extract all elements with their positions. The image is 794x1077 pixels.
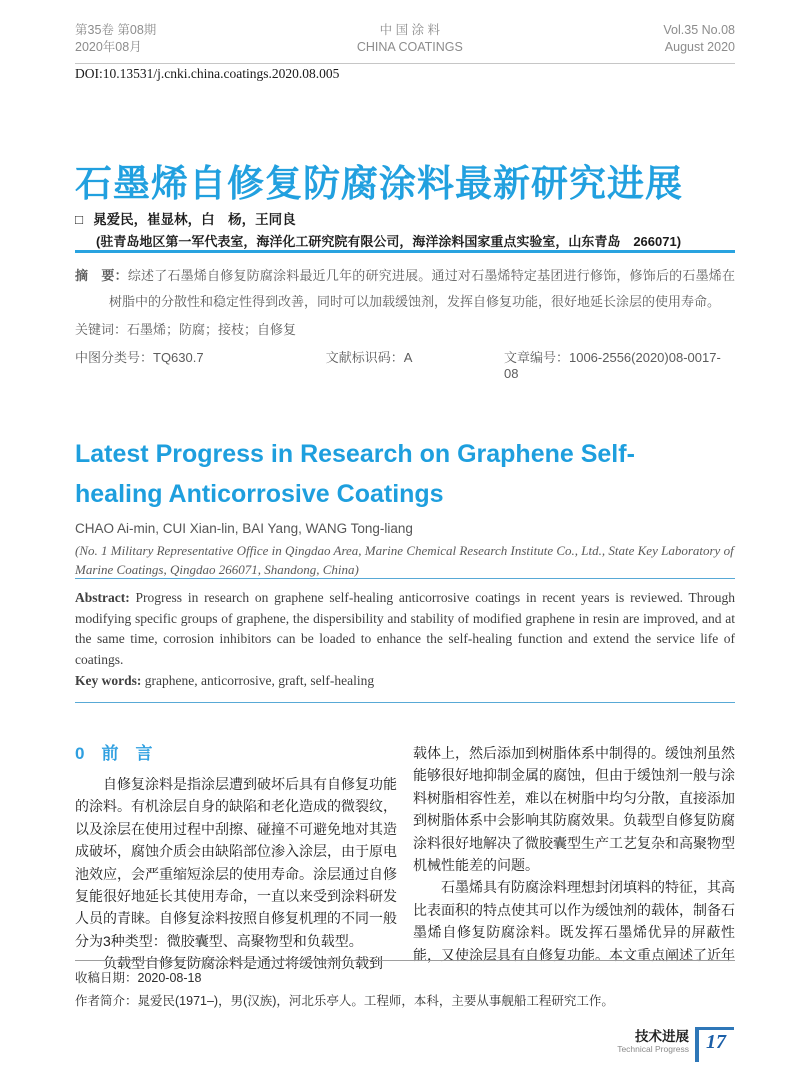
paragraph: 载体上，然后添加到树脂体系中制得的。缓蚀剂虽然能够很好地抑制金属的腐蚀，但由于缓蚀剂一般与涂料树脂相容性差，难以在树脂中均匀分散，直接添加到树脂体系中会影响其防腐效果。负载型自修复防腐涂料很好地解决了微胶囊型生产工艺复杂和高聚物型机械性能差的问题。 [413,745,735,874]
keywords-label-cn: 关键词： [75,322,128,337]
introduction-section [75,742,735,975]
journal-header [75,22,735,64]
keywords-en [75,671,735,692]
authors-en: CHAO Ai-min, CUI Xian-lin, BAI Yang, WANG Tong-liang [75,521,413,536]
received-date: 收稿日期：2020-08-18 [75,971,202,985]
doi: DOI:10.13531/j.cnki.china.coatings.2020.08.005 [75,66,340,81]
page-footer-badge [617,1027,734,1062]
author-marker-icon: □ [75,212,84,227]
keywords-text-cn: 石墨烯；防腐；接枝；自修复 [127,322,297,337]
abstract-text-cn: 综述了石墨烯自修复防腐涂料最近几年的研究进展。通过对石墨烯特定基团进行修饰，修饰后的石墨烯在树脂中的分散性和稳定性得到改善，同时可以加载缓蚀剂，发挥自修复功能，很好地延长涂层的使用寿命。 [109,268,735,309]
paragraph: 负载型自修复防腐涂料是通过将缓蚀剂负载到 [103,955,383,972]
abstract-en [75,588,735,670]
classification-row [75,347,735,381]
abstract-block-en [75,578,735,703]
column-title-en: Technical Progress [617,1044,689,1054]
article-title-cn: 石墨烯自修复防腐涂料最新研究进展 [75,163,683,204]
affiliation-cn: (驻青岛地区第一军代表室，海洋化工研究院有限公司，海洋涂料国家重点实验室，山东青岛 266071) [96,234,682,249]
journal-name-en: CHINA COATINGS [356,40,463,54]
document-code: 文献标识码：A [325,350,413,365]
date-en: August 2020 [664,40,735,54]
journal-name-cn: 中 国 涂 料 [379,23,441,37]
affiliation-en: (No. 1 Military Representative Office in Qingdao Area, Marine Chemical Research Institute Co., Ltd., State Key Laboratory of Marine Coatings, Qingdao 266071, Shandong, China) [75,543,734,577]
clc-number: 中图分类号：TQ630.7 [75,350,204,365]
date-cn: 2020年08月 [75,40,142,54]
footnote-block [75,960,735,1013]
authors-cn-names: 晁爱民，崔显林，白 杨，王同良 [93,212,296,227]
column-right [413,742,735,975]
authors-cn [75,208,735,228]
keywords-text-en: graphene, anticorrosive, graft, self-healing [144,673,375,688]
article-title-en: Latest Progress in Research on Graphene Self-healing Anticorrosive Coatings [75,440,635,508]
paragraph: 石墨烯具有防腐涂料理想封闭填料的特征，其高比表面积的特点使其可以作为缓蚀剂的载体，制备石墨烯自修复防腐涂料。既发挥石墨烯优异的屏蔽性能，又使涂层具有自修复功能。本文重点阐述了近年 [413,879,735,963]
header-issue-info-en [663,22,735,56]
keywords-cn [75,319,735,338]
abstract-label-en: Abstract: [75,590,130,605]
abstract-cn [75,263,735,315]
article-id: 文章编号：1006-2556(2020)08-0017-08 [503,350,721,381]
column-title [617,1027,689,1054]
journal-name [357,22,463,56]
volume-issue-en: Vol.35 No.08 [663,23,735,37]
abstract-text-en: Progress in research on graphene self-healing anticorrosive coatings in recent years is reviewed. Through modifying specific groups of graphene, the dispersibility and stability of modified graphene in resin are improved, and at the same time, corrosion inhibitors can be loaded to enhance the self-healing function and extend the service life of coatings. [75,590,735,667]
header-issue-info [75,22,156,56]
section-heading: 0 前 言 [75,744,153,763]
volume-issue-cn: 第35卷 第08期 [75,23,157,37]
page-number: 17 [695,1027,734,1062]
divider-rule-thick [75,250,735,253]
abstract-label-cn: 摘 要： [75,268,128,283]
column-title-cn: 技术进展 [635,1029,689,1044]
keywords-label-en: Key words: [75,673,142,688]
paragraph: 自修复涂料是指涂层遭到破坏后具有自修复功能的涂料。有机涂层自身的缺陷和老化造成的微裂纹，以及涂层在使用过程中刮擦、碰撞不可避免地对其造成破坏，腐蚀介质会由缺陷部位渗入涂层，由于原电池效应，会严重缩短涂层的使用寿命。涂层通过自修复能很好地延长其使用寿命，一直以来受到涂料研发人员的青睐。自修复涂料按照自修复机理的不同一般分为3种类型：微胶囊型、高聚物型和负载型。 [75,776,397,949]
column-left [75,742,397,975]
author-bio: 作者简介：晁爱民(1971–)，男(汉族)，河北乐亭人。工程师，本科，主要从事舰船工程研究工作。 [75,994,614,1008]
